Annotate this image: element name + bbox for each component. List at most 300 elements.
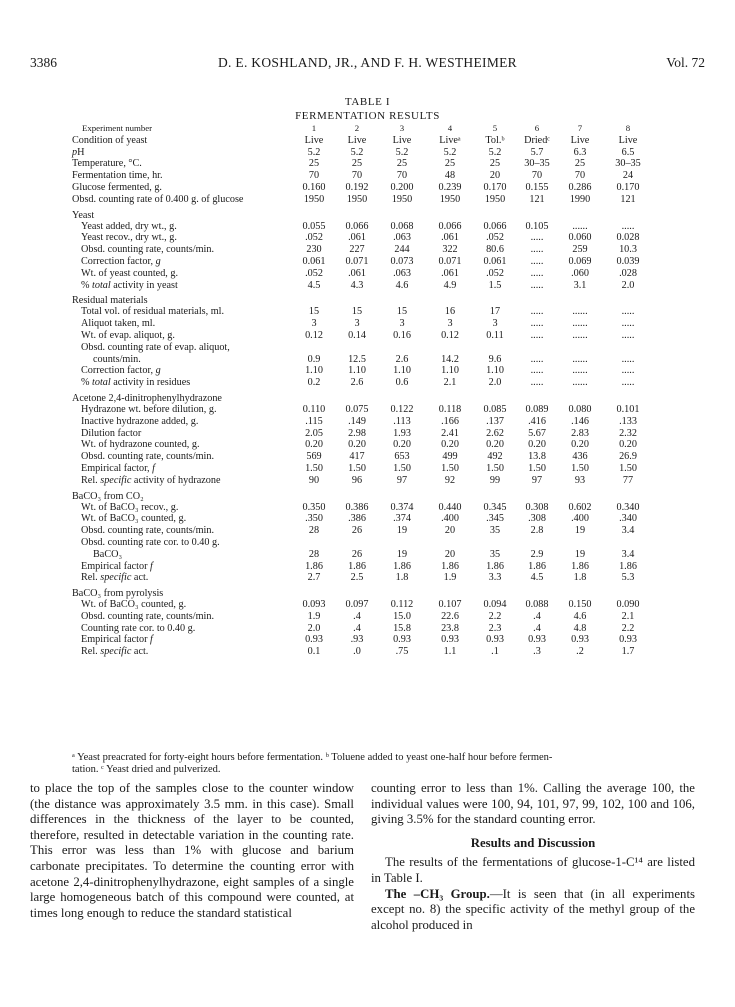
table-row (72, 550, 672, 562)
row-label: Rel. specific activity of hydrazone (81, 474, 221, 486)
table-cell: ..... (530, 255, 544, 267)
table-cell: 1.10 (393, 365, 411, 377)
table-cell: 0.066 (483, 220, 507, 232)
table-cell: 2.83 (571, 427, 589, 439)
row-label: Wt. of BaCO₃ counted, g. (81, 513, 187, 525)
row-label: Empirical factor f (81, 634, 153, 646)
table-cell: ..... (530, 365, 544, 377)
table-cell: 1.7 (621, 646, 635, 658)
table-cell: .061 (348, 267, 366, 279)
row-label: Obsd. counting rate, counts/min. (81, 610, 214, 622)
table-cell: 244 (394, 244, 410, 256)
table-cell: 25 (396, 158, 408, 170)
row-label: Wt. of evap. aliquot, g. (81, 329, 175, 341)
table-cell: 28 (308, 548, 320, 560)
table-cell: .3 (533, 646, 541, 658)
table-cell: 0.066 (345, 220, 369, 232)
row-label: BaCO₃ from pyrolysis (72, 588, 164, 600)
table-cell: 1.86 (619, 560, 637, 572)
table-cell: 0.061 (302, 255, 326, 267)
table-cell: 0.350 (302, 501, 326, 513)
row-label: Yeast recov., dry wt., g. (81, 232, 177, 244)
table-cell: 0.110 (302, 403, 326, 415)
table-cell: 20 (444, 548, 456, 560)
table-cell: ..... (530, 318, 544, 330)
table-cell: 0.170 (616, 181, 640, 193)
table-cell: 0.093 (302, 599, 326, 611)
table-cell: ..... (530, 329, 544, 341)
table-cell: 0.085 (483, 403, 507, 415)
table-cell: 322 (442, 244, 458, 256)
row-label: Obsd. counting rate of evap. aliquot, (81, 341, 230, 353)
table-cell: ...... (572, 329, 588, 341)
table-cell: 1.9 (443, 572, 457, 584)
table-cell: 0.239 (438, 181, 462, 193)
table-row (72, 378, 672, 390)
table-cell: 0.9 (307, 353, 321, 365)
table-cell: 1950 (303, 193, 325, 205)
table-cell: .1 (491, 646, 499, 658)
table-cell: 70 (396, 170, 408, 182)
row-label: Aliquot taken, ml. (81, 318, 156, 330)
footnote-line: tation. ᶜ Yeast dried and pulverized. (72, 764, 221, 775)
table-cell: 0.068 (390, 220, 414, 232)
row-label: Inactive hydrazone added, g. (81, 415, 199, 427)
table-cell: 0.105 (525, 220, 549, 232)
body-paragraph: counting error to less than 1%. Calling the average 100, the individual values were 100, 94, 101, 97, 99, 102, 100 and 106, giving 3.5% for the standard counting error. (371, 781, 695, 827)
table-cell: ...... (572, 220, 588, 232)
table-cell: 0.93 (486, 634, 504, 646)
row-label: Temperature, °C. (72, 158, 142, 170)
table-cell: 0.055 (302, 220, 326, 232)
table-cell: 5.7 (530, 146, 544, 158)
table-section-row (72, 488, 672, 503)
table-cell: 2.32 (619, 427, 637, 439)
table-cell: 2.7 (307, 572, 321, 584)
table-cell: 15.8 (393, 622, 411, 634)
table-cell: 2.6 (395, 353, 409, 365)
table-cell: 0.286 (568, 181, 592, 193)
table-cell: ...... (572, 318, 588, 330)
table-cell: 30–35 (615, 158, 641, 170)
row-label: Obsd. counting rate, counts/min. (81, 451, 214, 463)
table-cell: 35 (489, 548, 501, 560)
table-cell: 1990 (569, 193, 591, 205)
table-cell: 1 (311, 123, 317, 133)
table-cell: 0.20 (393, 439, 411, 451)
table-cell: 13.8 (528, 451, 546, 463)
table-cell: ..... (530, 306, 544, 318)
table-cell: 1.10 (441, 365, 459, 377)
table-cell: ..... (530, 267, 544, 279)
row-label: BaCO₃ from CO₂ (72, 490, 144, 502)
table-cell: 0.340 (616, 501, 640, 513)
table-cell: .345 (486, 513, 504, 525)
page-number: 3386 (30, 55, 57, 70)
table-row (72, 136, 672, 148)
table-cell: 2.0 (488, 377, 502, 389)
table-cell: 10.3 (619, 244, 637, 256)
table-cell: 1.86 (393, 560, 411, 572)
table-cell: 0.20 (619, 439, 637, 451)
fermentation-results-table (72, 124, 672, 659)
table-cell: 0.12 (305, 329, 323, 341)
table-row (72, 417, 672, 429)
table-cell: 80.6 (486, 244, 504, 256)
table-row (72, 343, 672, 355)
row-label: Experiment number (82, 123, 153, 133)
table-cell: 77 (622, 474, 634, 486)
table-cell: 2.6 (350, 377, 364, 389)
table-cell: 2.05 (305, 427, 323, 439)
table-cell: 1.50 (305, 462, 323, 474)
table-cell: 0.20 (486, 439, 504, 451)
row-label: Correction factor, g (81, 365, 161, 377)
table-section-row (72, 390, 672, 405)
table-cell: 1.50 (528, 462, 546, 474)
table-cell: .063 (393, 232, 411, 244)
table-cell: 0.602 (568, 501, 592, 513)
table-cell: 3 (311, 318, 317, 330)
table-cell: Live (392, 134, 412, 146)
table-cell: ..... (621, 353, 635, 365)
table-cell: 1.86 (305, 560, 323, 572)
table-cell: .061 (441, 232, 459, 244)
table-cell: 4.3 (350, 279, 364, 291)
table-cell: 230 (306, 244, 322, 256)
paragraph-lead-in: The –CH₃ Group. (385, 886, 490, 901)
table-cell: 0.374 (390, 501, 414, 513)
running-header (30, 55, 705, 75)
table-cell: .75 (395, 646, 409, 658)
table-cell: .4 (353, 610, 361, 622)
table-cell: .133 (619, 415, 637, 427)
table-cell: 0.080 (568, 403, 592, 415)
table-cell: 17 (489, 306, 501, 318)
table-cell: ..... (621, 306, 635, 318)
row-label: Acetone 2,4-dinitrophenylhydrazone (72, 392, 222, 404)
table-cell: 0.20 (571, 439, 589, 451)
table-cell: 19 (396, 525, 408, 537)
table-cell: .2 (576, 646, 584, 658)
table-section-row (72, 585, 672, 600)
table-cell: 5.2 (395, 146, 409, 158)
table-cell: 0.060 (568, 232, 592, 244)
table-cell: ..... (530, 244, 544, 256)
table-cell: 93 (574, 474, 586, 486)
table-cell: 5.67 (528, 427, 546, 439)
table-section-row (72, 207, 672, 222)
table-cell: 1.50 (486, 462, 504, 474)
table-cell: .052 (486, 267, 504, 279)
paragraph-text: —It is seen that (in all experiments except no. 8) the specific activity of the methyl group of the alcohol produced in (371, 886, 695, 932)
table-cell: 2.1 (621, 610, 635, 622)
table-cell: ..... (530, 353, 544, 365)
table-cell: 417 (349, 451, 365, 463)
table-cell: 0.061 (483, 255, 507, 267)
table-cell: .052 (486, 232, 504, 244)
table-cell: 0.107 (438, 599, 462, 611)
table-row (72, 405, 672, 417)
table-cell: .400 (571, 513, 589, 525)
table-cell: .028 (619, 267, 637, 279)
row-label: Wt. of hydrazone counted, g. (81, 439, 200, 451)
table-cell: .4 (533, 610, 541, 622)
table-cell: .063 (393, 267, 411, 279)
table-cell: 0.11 (486, 329, 504, 341)
table-cell: 0.039 (616, 255, 640, 267)
row-label: BaCO₃ (93, 548, 123, 560)
table-cell: .93 (350, 634, 364, 646)
left-text-column (30, 781, 354, 921)
table-cell: 2.8 (530, 525, 544, 537)
row-label: Obsd. counting rate, counts/min. (81, 244, 214, 256)
table-cell: 0.308 (525, 501, 549, 513)
table-cell: 0.112 (390, 599, 414, 611)
table-cell: ..... (621, 318, 635, 330)
table-cell: 70 (574, 170, 586, 182)
table-cell: 7 (577, 123, 583, 133)
table-cell: 22.6 (441, 610, 459, 622)
table-row (72, 257, 672, 269)
table-cell: Live (347, 134, 367, 146)
table-cell: 499 (442, 451, 458, 463)
table-cell: ..... (621, 220, 635, 232)
table-cell: 2.3 (488, 622, 502, 634)
table-cell: 25 (489, 158, 501, 170)
table-cell: .416 (528, 415, 546, 427)
table-cell: 1.86 (486, 560, 504, 572)
table-cell: 2.0 (307, 622, 321, 634)
table-cell: 3.3 (488, 572, 502, 584)
table-cell: 3.4 (621, 525, 635, 537)
table-cell: .4 (353, 622, 361, 634)
table-cell: 0.14 (348, 329, 366, 341)
table-cell: 1.86 (571, 560, 589, 572)
table-cell: 0.192 (345, 181, 369, 193)
row-label: Yeast added, dry wt., g. (81, 220, 177, 232)
table-section-row (72, 292, 672, 307)
table-cell: 1.10 (348, 365, 366, 377)
table-cell: 4.6 (573, 610, 587, 622)
table-cell: 5.2 (443, 146, 457, 158)
table-cell: 0.066 (438, 220, 462, 232)
row-label: Wt. of BaCO₃ counted, g. (81, 599, 187, 611)
table-cell: Driedᶜ (524, 134, 550, 146)
table-cell: 4 (447, 123, 453, 133)
table-cell: 0.075 (345, 403, 369, 415)
table-cell: 5.2 (488, 146, 502, 158)
table-cell: .0 (353, 646, 361, 658)
body-paragraph: The results of the fermentations of glucose-1-C¹⁴ are listed in Table I. (371, 855, 695, 885)
table-cell: 4.6 (395, 279, 409, 291)
table-cell: 0.097 (345, 599, 369, 611)
table-cell: 2.1 (443, 377, 457, 389)
table-cell: 3 (447, 318, 453, 330)
table-cell: 0.20 (441, 439, 459, 451)
table-cell: 5.2 (350, 146, 364, 158)
table-cell: ...... (572, 353, 588, 365)
table-cell: .308 (528, 513, 546, 525)
body-paragraph (371, 887, 695, 934)
table-cell: ..... (621, 329, 635, 341)
row-label: Obsd. counting rate cor. to 0.40 g. (81, 536, 220, 548)
row-label: Empirical factor, f (81, 462, 155, 474)
table-cell: 653 (394, 451, 410, 463)
table-cell: 0.20 (348, 439, 366, 451)
table-cell: 0.1 (307, 646, 321, 658)
row-label: Glucose fermented, g. (72, 181, 162, 193)
footnote-line: ᵃ Yeast preacrated for forty-eight hours before fermentation. ᵇ Toluene added to yeast one-half hour before fermen- (72, 752, 553, 763)
row-label: Wt. of yeast counted, g. (81, 267, 179, 279)
body-paragraph: to place the top of the samples close to the counter window (the distance was approximately 3.5 mm. in this case). Small differences in the thickness of the layer to be counted, therefore, resulted in detectable variation in the counting rate. This error was less than 1% with glucose and barium carbonate precipitates. To determine the counting error with acetone 2,4-dinitrophenylhydrazone, eight samples of a single large homogeneous batch of this compound were counted, at times long enough to reduce the standard statistical (30, 781, 354, 920)
table-cell: 569 (306, 451, 322, 463)
table-cell: 2.41 (441, 427, 459, 439)
table-cell: 1.50 (571, 462, 589, 474)
row-label: pH (72, 146, 85, 158)
table-cell: 0.20 (305, 439, 323, 451)
table-cell: 1.5 (488, 279, 502, 291)
table-cell: 3 (399, 123, 405, 133)
row-label: Rel. specific act. (81, 646, 149, 658)
row-label: Total vol. of residual materials, ml. (81, 306, 225, 318)
table-row (72, 647, 672, 659)
table-cell: 3.4 (621, 548, 635, 560)
table-cell: 0.118 (438, 403, 462, 415)
table-cell: .386 (348, 513, 366, 525)
table-cell: 0.93 (571, 634, 589, 646)
table-cell: 1.50 (619, 462, 637, 474)
table-cell: 121 (620, 193, 636, 205)
table-cell: 0.2 (307, 377, 321, 389)
table-footnotes (72, 752, 672, 776)
table-cell: 227 (349, 244, 365, 256)
table-cell: 1950 (439, 193, 461, 205)
table-cell: 0.93 (305, 634, 323, 646)
row-label: Dilution factor (81, 427, 142, 439)
table-cell: 16 (444, 306, 456, 318)
table-cell: 48 (444, 170, 456, 182)
table-cell: 15 (396, 306, 408, 318)
table-cell: 4.8 (573, 622, 587, 634)
table-cell: 1.10 (486, 365, 504, 377)
row-label: Condition of yeast (72, 134, 148, 146)
table-cell: 0.155 (525, 181, 549, 193)
table-cell: 97 (531, 474, 543, 486)
row-label: Yeast (72, 209, 95, 221)
table-cell: 5.3 (621, 572, 635, 584)
table-cell: 1950 (391, 193, 413, 205)
row-label: % total activity in residues (81, 377, 191, 389)
table-cell: 19 (574, 525, 586, 537)
table-cell: 25 (308, 158, 320, 170)
table-cell: 19 (574, 548, 586, 560)
table-cell: 492 (487, 451, 503, 463)
table-cell: 26.9 (619, 451, 637, 463)
table-cell: ..... (530, 377, 544, 389)
table-cell: 4.5 (307, 279, 321, 291)
table-cell: .149 (348, 415, 366, 427)
table-cell: Live (618, 134, 638, 146)
row-label: counts/min. (93, 353, 141, 365)
table-row (72, 281, 672, 293)
table-cell: 96 (351, 474, 363, 486)
table-cell: 2.2 (488, 610, 502, 622)
table-cell: 25 (351, 158, 363, 170)
table-cell: Live (570, 134, 590, 146)
table-cell: 2.62 (486, 427, 504, 439)
table-cell: .052 (305, 267, 323, 279)
table-cell: 2.5 (350, 572, 364, 584)
table-cell: ...... (572, 377, 588, 389)
table-cell: 15 (308, 306, 320, 318)
running-authors: D. E. KOSHLAND, JR., AND F. H. WESTHEIMER (218, 55, 517, 70)
table-cell: 12.5 (348, 353, 366, 365)
table-cell: 20 (444, 525, 456, 537)
row-label: Rel. specific act. (81, 572, 149, 584)
table-cell: 1.1 (443, 646, 457, 658)
table-cell: Tol.ᵇ (485, 134, 505, 146)
table-cell: ..... (530, 232, 544, 244)
table-cell: 23.8 (441, 622, 459, 634)
table-cell: 0.12 (441, 329, 459, 341)
table-cell: 0.094 (483, 599, 507, 611)
table-cell: 0.073 (390, 255, 414, 267)
table-cell: 0.93 (619, 634, 637, 646)
table-cell: 1.8 (573, 572, 587, 584)
table-cell: 0.150 (568, 599, 592, 611)
table-cell: 0.089 (525, 403, 549, 415)
table-cell: 5.2 (307, 146, 321, 158)
table-cell: 121 (529, 193, 545, 205)
table-cell: 0.160 (302, 181, 326, 193)
table-cell: 6 (534, 123, 540, 133)
table-cell: 436 (572, 451, 588, 463)
table-cell: 30–35 (524, 158, 550, 170)
table-cell: 8 (625, 123, 631, 133)
table-cell: 2.2 (621, 622, 635, 634)
table-cell: 15.0 (393, 610, 411, 622)
table-cell: 0.20 (528, 439, 546, 451)
table-cell: .061 (348, 232, 366, 244)
table-cell: 15 (351, 306, 363, 318)
table-row (72, 464, 672, 476)
table-cell: 28 (308, 525, 320, 537)
table-cell: 1.86 (528, 560, 546, 572)
table-cell: 19 (396, 548, 408, 560)
table-cell: 99 (489, 474, 501, 486)
table-cell: 14.2 (441, 353, 459, 365)
table-cell: .113 (393, 415, 411, 427)
table-cell: 4.9 (443, 279, 457, 291)
table-cell: 0.088 (525, 599, 549, 611)
table-cell: 1.86 (348, 560, 366, 572)
table-cell: 2.9 (530, 548, 544, 560)
table-cell: .061 (441, 267, 459, 279)
table-cell: 26 (351, 548, 363, 560)
table-cell: ...... (572, 365, 588, 377)
table-cell: 26 (351, 525, 363, 537)
row-label: Wt. of BaCO₃ recov., g. (81, 501, 179, 513)
table-cell: 0.170 (483, 181, 507, 193)
table-row (72, 538, 672, 550)
table-cell: 1.10 (305, 365, 323, 377)
table-cell: 0.93 (441, 634, 459, 646)
table-cell: 3 (354, 318, 360, 330)
row-label: Residual materials (72, 295, 148, 307)
table-cell: 70 (308, 170, 320, 182)
table-cell: 0.071 (438, 255, 462, 267)
